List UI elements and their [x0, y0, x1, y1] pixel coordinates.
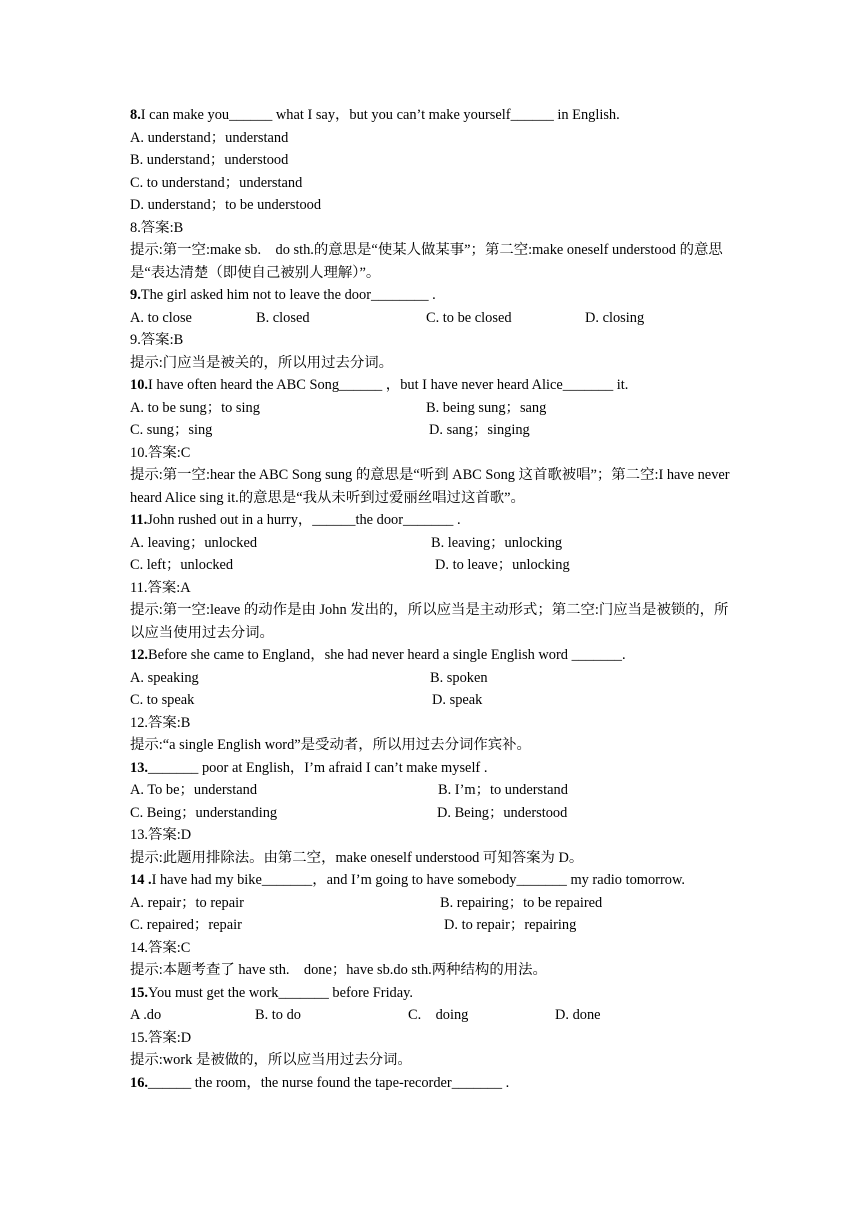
- question-number: 10.: [130, 377, 148, 393]
- option-c: C. Being；understanding: [130, 804, 278, 821]
- option-d: D. speak: [432, 692, 483, 708]
- answer: 15.答案:D: [130, 1029, 192, 1046]
- option-c: C. to speak: [130, 692, 195, 708]
- option-b: B. to do: [255, 1007, 301, 1023]
- options-row: [130, 397, 735, 420]
- question-number: 12.: [130, 647, 148, 663]
- option-a: A. leaving；unlocked: [130, 534, 258, 551]
- question-text: ______ the room，the nurse found the tape-recorder_______ .: [148, 1074, 510, 1091]
- question-number: 9.: [130, 287, 141, 303]
- option-d: D. closing: [585, 309, 645, 326]
- options-row: [130, 1004, 735, 1027]
- answer: 10.答案:C: [130, 444, 191, 461]
- question-13: [130, 757, 735, 780]
- hint: 提示:此题用排除法。由第二空，make oneself understood 可知答案为 D。: [130, 849, 584, 866]
- option-b: B. spoken: [430, 669, 488, 686]
- option-b: B. I’m；to understand: [438, 782, 568, 798]
- question-text: You must get the work_______ before Friday.: [148, 984, 414, 1001]
- option-a: A. repair；to repair: [130, 894, 244, 911]
- question-number: 16.: [130, 1074, 148, 1091]
- option-a: A. To be；understand: [130, 782, 258, 798]
- hint: 提示:第一空:hear the ABC Song sung 的意思是“听到 ABC Song 这首歌被唱”；第二空:I have never heard Alice sing it.的意思是“我从未听到过爱丽丝唱过这首歌”。: [130, 467, 730, 506]
- question-text: John rushed out in a hurry，______the door_______ .: [147, 512, 461, 528]
- answer: 12.答案:B: [130, 714, 191, 731]
- option-d: D. understand；to be understood: [130, 197, 322, 213]
- question-9: [130, 284, 735, 307]
- option-c: C. doing: [408, 1007, 469, 1023]
- options-row: [130, 779, 735, 802]
- option-b: B. being sung；sang: [426, 399, 547, 416]
- answer: 14.答案:C: [130, 939, 191, 956]
- hint: 提示:“a single English word”是受动者，所以用过去分词作宾补。: [130, 737, 531, 753]
- question-8: [130, 104, 735, 127]
- answer: 13.答案:D: [130, 827, 192, 843]
- question-10: [130, 374, 735, 397]
- options-row: [130, 532, 735, 555]
- options-row: [130, 802, 735, 825]
- hint: 提示:门应当是被关的，所以用过去分词。: [130, 354, 394, 371]
- question-number: 8.: [130, 107, 141, 123]
- options-row: [130, 914, 735, 937]
- question-15: [130, 982, 735, 1005]
- option-c: C. left；unlocked: [130, 557, 234, 573]
- question-text: I have had my bike_______，and I’m going to have somebody_______ my radio tomorrow.: [151, 872, 686, 888]
- document-page: [130, 104, 735, 1094]
- answer: 9.答案:B: [130, 332, 184, 348]
- options-row: [130, 892, 735, 915]
- options-row: [130, 554, 735, 577]
- question-16: [130, 1072, 735, 1095]
- question-number: 13.: [130, 759, 148, 776]
- option-d: D. to repair；repairing: [444, 917, 577, 933]
- option-b: B. understand；understood: [130, 152, 289, 168]
- option-d: D. to leave；unlocking: [435, 557, 570, 573]
- option-a: A. speaking: [130, 669, 199, 686]
- option-a: A. to close: [130, 309, 192, 326]
- question-number: 11.: [130, 512, 148, 528]
- option-b: B. leaving；unlocking: [431, 534, 563, 551]
- option-a: A. to be sung；to sing: [130, 399, 260, 416]
- question-12: [130, 644, 735, 667]
- question-text: I can make you______ what I say，but you can’t make yourself______ in English.: [140, 107, 620, 123]
- answer: 8.答案:B: [130, 219, 184, 236]
- options-row: [130, 419, 735, 442]
- question-text: I have often heard the ABC Song______ ，but I have never heard Alice_______ it.: [148, 377, 629, 393]
- option-c: C. repaired；repair: [130, 917, 242, 933]
- option-c: C. sung；sing: [130, 422, 213, 438]
- question-text: _______ poor at English，I’m afraid I can’t make myself .: [148, 759, 488, 776]
- options-row: [130, 689, 735, 712]
- question-number: 15.: [130, 984, 148, 1001]
- option-a: A .do: [130, 1007, 162, 1023]
- hint: 提示:本题考查了 have sth. done；have sb.do sth.两种结构的用法。: [130, 962, 547, 978]
- option-c: C. to understand；understand: [130, 174, 303, 191]
- question-14: [130, 869, 735, 892]
- hint: 提示:第一空:leave 的动作是由 John 发出的，所以应当是主动形式；第二空:门应当是被锁的，所以应当使用过去分词。: [130, 602, 729, 641]
- question-text: Before she came to England，she had never heard a single English word _______.: [148, 647, 626, 663]
- options-row: [130, 667, 735, 690]
- hint: 提示:第一空:make sb. do sth.的意思是“使某人做某事”；第二空:make oneself understood 的意思是“表达清楚（即使自己被别人理解）”。: [130, 242, 723, 281]
- hint: 提示:work 是被做的，所以应当用过去分词。: [130, 1052, 412, 1068]
- option-b: B. repairing；to be repaired: [440, 894, 603, 911]
- answer: 11.答案:A: [130, 579, 191, 596]
- question-number: 14 .: [130, 872, 152, 888]
- options-row: [130, 307, 735, 330]
- question-11: [130, 509, 735, 532]
- question-text: The girl asked him not to leave the door________ .: [140, 287, 436, 303]
- option-d: D. Being；understood: [437, 804, 568, 821]
- option-d: D. done: [555, 1007, 601, 1023]
- option-d: D. sang；singing: [429, 422, 530, 438]
- option-a: A. understand；understand: [130, 129, 289, 146]
- option-c: C. to be closed: [426, 309, 512, 326]
- option-b: B. closed: [256, 309, 310, 326]
